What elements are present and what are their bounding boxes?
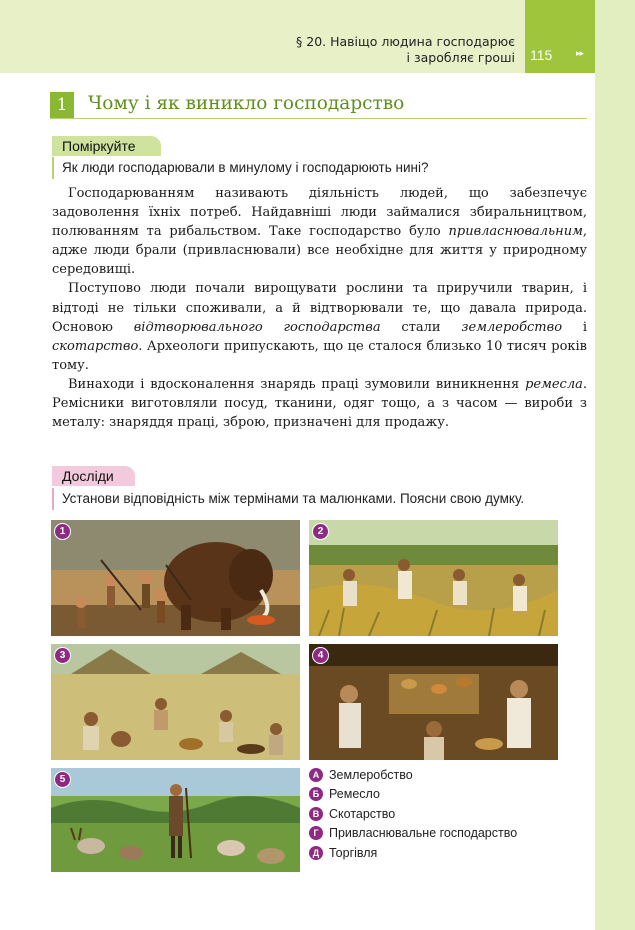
p1-text-a: Господарюванням називають діяльність людей, що забезпечує задоволення їхніх потреб. Найдавніші люди займалися збиральництвом, полюванням та рибальством. Таке господарство було xyxy=(52,186,587,240)
legend-letter: Б xyxy=(309,787,323,801)
legend-item xyxy=(309,824,517,844)
p3-term: ремесла xyxy=(525,376,583,392)
p3-text-c: . Ремісники виготовляли посуд, тканини, одяг тощо, а з часом — вироби з металу: знаряддя праці, зброю, призначені для продажу. xyxy=(52,376,587,431)
market-trade-illustration xyxy=(309,644,558,760)
image-1-number: 1 xyxy=(54,523,71,540)
legend-item xyxy=(309,785,517,805)
legend-letter: Г xyxy=(309,826,323,840)
p1-text-c: , адже люди брали (привласнювали) все необхідне для життя у природному середовищі. xyxy=(52,224,587,278)
shepherd-goats-illustration xyxy=(51,768,300,872)
image-5-number: 5 xyxy=(54,771,71,788)
harvest-field-illustration xyxy=(309,520,558,636)
page-number: 115 xyxy=(530,47,553,63)
paragraph-2 xyxy=(52,279,587,374)
p2-term-1: відтворювального господарства xyxy=(133,319,381,335)
image-5-shepherd xyxy=(51,768,300,872)
p2-text-g: . Археологи припускають, що це сталося близько 10 тисяч років тому. xyxy=(52,338,587,373)
section-heading-title: Чому і як виникло господарство xyxy=(88,93,405,114)
legend-letter: А xyxy=(309,768,323,782)
paragraph-1 xyxy=(52,184,587,279)
legend-term: Ремесло xyxy=(329,787,380,802)
image-2-number: 2 xyxy=(312,523,329,540)
explore-badge: Досліди xyxy=(52,466,135,486)
legend-item xyxy=(309,804,517,824)
mammoth-hunt-illustration xyxy=(51,520,300,636)
p2-term-3: скотарство xyxy=(52,338,139,354)
p2-text-a: Поступово люди почали вирощувати рослини та приручили тварин, і відтоді не тільки споживали, а й відтворювали те, що давала природа. Основою xyxy=(52,281,587,335)
section-title xyxy=(215,34,515,66)
legend-item xyxy=(309,765,517,785)
legend-term: Землеробство xyxy=(329,767,413,782)
think-badge: Поміркуйте xyxy=(52,136,161,156)
section-title-line2: і заробляє гроші xyxy=(406,50,515,65)
legend-term: Скотарство xyxy=(329,806,396,821)
body-text xyxy=(52,184,587,432)
section-title-line1: § 20. Навіщо людина господарює xyxy=(296,34,515,49)
p2-text-e: і xyxy=(562,319,588,335)
image-1-mammoth-hunt xyxy=(51,520,300,636)
image-4-number: 4 xyxy=(312,647,329,664)
image-3-village xyxy=(51,644,300,760)
p2-text-c: стали xyxy=(380,319,462,335)
image-4-market xyxy=(309,644,558,760)
think-question: Як люди господарювали в минулому і господарюють нині? xyxy=(52,157,597,179)
village-crafts-illustration xyxy=(51,644,300,760)
legend-letter: Д xyxy=(309,846,323,860)
p3-text-a: Винаходи і вдосконалення знарядь праці зумовили виникнення xyxy=(68,376,526,392)
section-heading xyxy=(50,92,587,119)
terms-legend xyxy=(309,765,517,863)
right-margin-strip xyxy=(595,0,635,930)
legend-letter: В xyxy=(309,807,323,821)
legend-term: Торгівля xyxy=(329,845,378,860)
image-3-number: 3 xyxy=(54,647,71,664)
p1-term: привласнювальним xyxy=(448,224,583,240)
next-arrows-icon: ▸▸ xyxy=(576,48,584,58)
paragraph-3 xyxy=(52,375,587,432)
explore-task: Установи відповідність між термінами та малюнками. Поясни свою думку. xyxy=(52,488,597,510)
legend-item xyxy=(309,843,517,863)
p2-term-2: землеробство xyxy=(461,319,563,335)
legend-term: Привласнювальне господарство xyxy=(329,826,518,841)
section-number: 1 xyxy=(50,92,74,118)
image-2-harvest xyxy=(309,520,558,636)
